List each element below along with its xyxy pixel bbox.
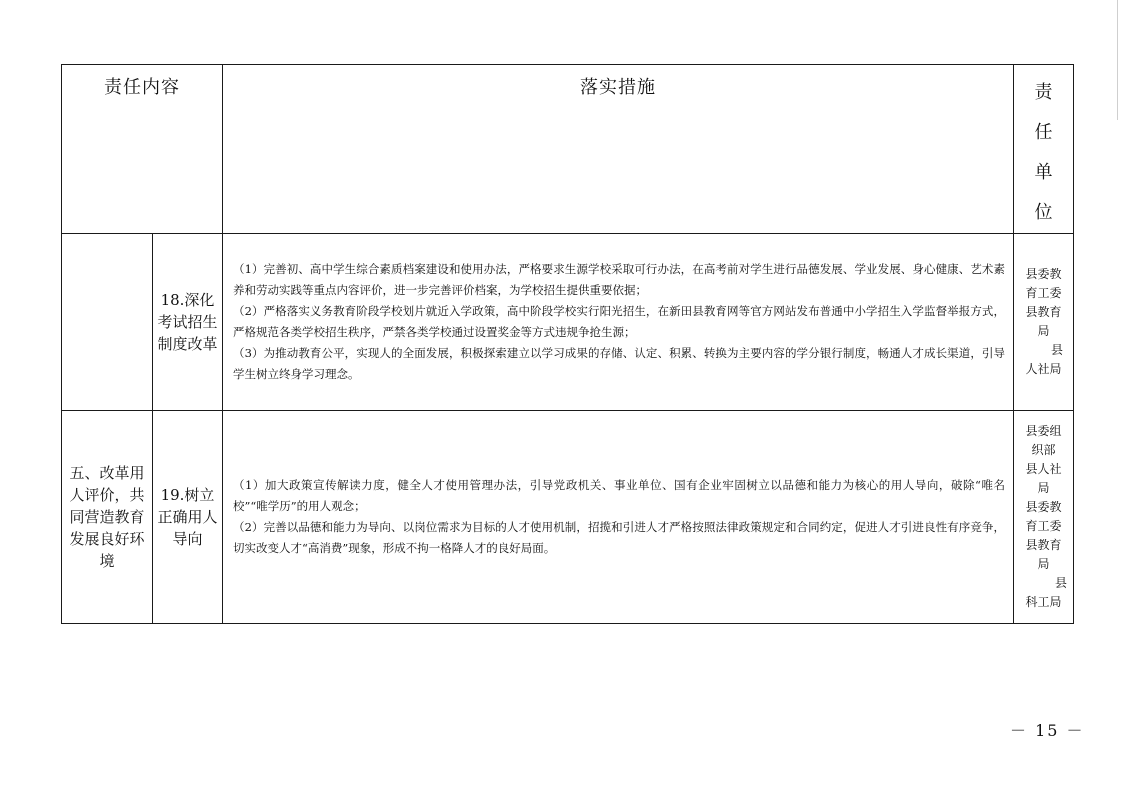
unit-text: 科工局 [1025, 595, 1062, 609]
unit-text: 县人社 [1025, 462, 1062, 476]
table-row [62, 411, 1074, 624]
header-unit-char: 责 [1034, 82, 1053, 103]
header-unit-char: 任 [1034, 122, 1053, 143]
unit-text: 局 [1037, 557, 1050, 571]
page-number: － 15 － [1010, 721, 1085, 740]
unit-text: 县教育 [1025, 305, 1062, 319]
unit-text: 县委教 [1025, 500, 1062, 514]
unit-text: 县委教 [1025, 267, 1062, 281]
responsible-unit-cell [1014, 234, 1074, 411]
unit-text: 县教育 [1025, 538, 1062, 552]
item-cell: 19.树立正确用人导向 [153, 411, 223, 624]
scan-edge-line [1117, 0, 1118, 120]
responsible-unit-cell [1014, 411, 1074, 624]
header-responsibility-content: 责任内容 [62, 65, 223, 234]
unit-text: 人社局 [1025, 362, 1062, 376]
header-responsible-unit [1014, 65, 1074, 234]
category-cell: 五、改革用人评价，共同营造教育发展良好环境 [62, 411, 153, 624]
measures-cell [223, 411, 1014, 624]
unit-text: 县委组 [1025, 424, 1062, 438]
unit-text: 育工委 [1025, 519, 1062, 533]
table-row [62, 234, 1074, 411]
header-unit-char: 单 [1034, 162, 1053, 183]
header-measures: 落实措施 [223, 65, 1014, 234]
measure-text: （2）完善以品德和能力为导向、以岗位需求为目标的人才使用机制，招揽和引进人才严格按照法律政策规定和合同约定，促进人才引进良性有序竞争，切实改变人才“高消费”现象，形成不拘一格降人才的良好局面。 [233, 520, 1005, 555]
table-header-row [62, 65, 1074, 234]
unit-text: 局 [1037, 481, 1050, 495]
responsibility-table [61, 64, 1074, 624]
header-unit-char: 位 [1034, 202, 1053, 223]
measure-text: （3）为推动教育公平，实现人的全面发展，积极探索建立以学习成果的存储、认定、积累、转换为主要内容的学分银行制度，畅通人才成长渠道，引导学生树立终身学习理念。 [233, 346, 1005, 381]
measure-text: （2）严格落实义务教育阶段学校划片就近入学政策，高中阶段学校实行阳光招生，在新田县教育网等官方网站发布普通中小学招生入学监督举报方式，严格规范各类学校招生秩序，严禁各类学校通过设置奖金等方式违规争抢生源； [233, 304, 1005, 339]
unit-text: 县 [1050, 343, 1063, 357]
unit-text: 织部 [1031, 443, 1056, 457]
measures-cell [223, 234, 1014, 411]
unit-text: 县 [1054, 576, 1067, 590]
unit-text: 局 [1037, 324, 1050, 338]
measure-text: （1）加大政策宣传解读力度，健全人才使用管理办法，引导党政机关、事业单位、国有企业牢固树立以品德和能力为核心的用人导向，破除“唯名校”“唯学历”的用人观念； [233, 478, 1005, 513]
item-cell: 18.深化考试招生制度改革 [153, 234, 223, 411]
unit-text: 育工委 [1025, 286, 1062, 300]
category-cell [62, 234, 153, 411]
measure-text: （1）完善初、高中学生综合素质档案建设和使用办法，严格要求生源学校采取可行办法，在高考前对学生进行品德发展、学业发展、身心健康、艺术素养和劳动实践等重点内容评价，进一步完善评价档案，为学校招生提供重要依据； [233, 262, 1005, 297]
